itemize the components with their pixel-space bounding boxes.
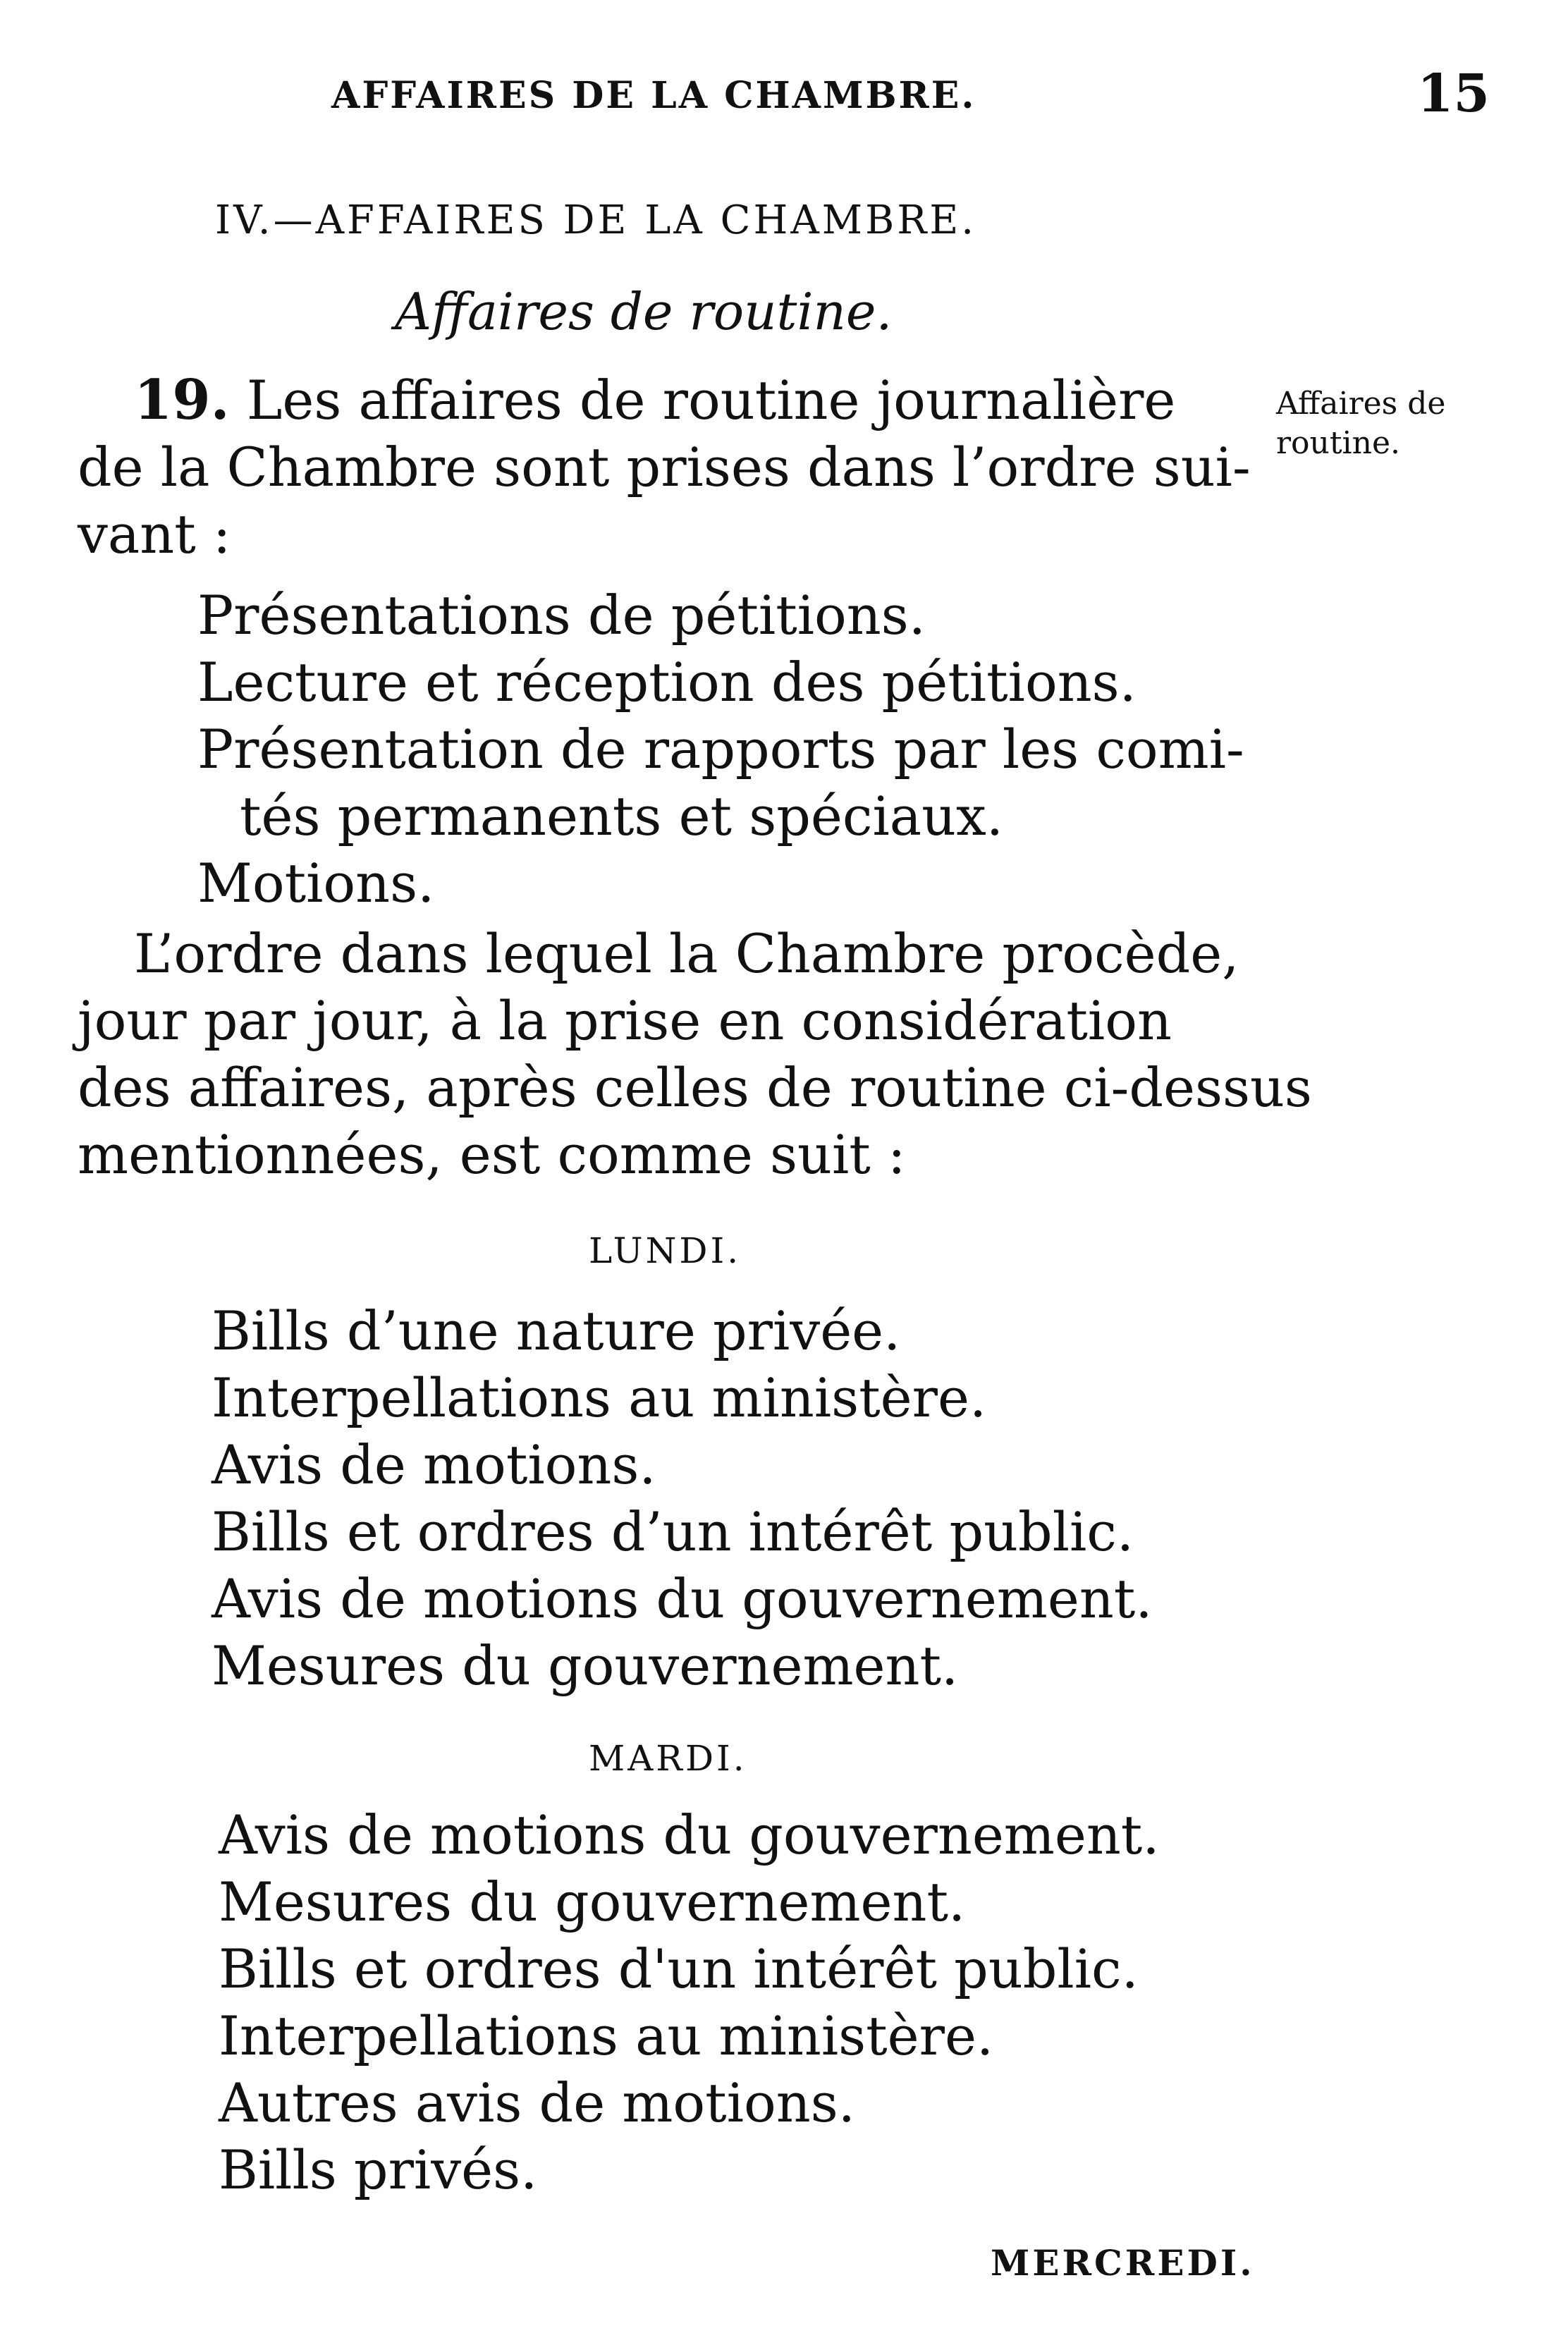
paragraph-line: mentionnées, est comme suit : (78, 1123, 906, 1186)
list-item: Avis de motions du gouvernement. (219, 1804, 1160, 1866)
paragraph-line: vant : (78, 503, 231, 565)
list-item: Présentations de pétitions. (197, 584, 926, 647)
list-item: Interpellations au ministère. (219, 2004, 994, 2067)
list-item: Motions. (197, 852, 435, 914)
list-item-text: Présentation de rapports par les comi- (197, 718, 1244, 780)
paragraph-text: Les affaires de routine journalière (246, 369, 1176, 431)
lundi-list (212, 1297, 1153, 1699)
day-heading-mardi: MARDI. (589, 1738, 747, 1779)
list-item: Lecture et réception des pétitions. (197, 651, 1137, 714)
day-heading-mercredi: MERCREDI. (991, 2242, 1255, 2284)
paragraph-line: de la Chambre sont prises dans l’ordre sui- (78, 436, 1251, 498)
routine-list (197, 582, 1244, 917)
paragraph-number: 19. (134, 368, 230, 432)
list-item: Avis de motions. (212, 1433, 656, 1496)
list-item: Bills et ordres d’un intérêt public. (212, 1500, 1134, 1563)
section-title: IV.—AFFAIRES DE LA CHAMBRE. (215, 197, 977, 243)
page-number: 15 (1417, 63, 1490, 124)
list-item: Bills privés. (219, 2138, 538, 2201)
list-item (197, 716, 1244, 850)
day-heading-lundi: LUNDI. (589, 1230, 742, 1271)
order-paragraph (78, 920, 1312, 1188)
list-item: Bills d’une nature privée. (212, 1299, 901, 1362)
running-head: AFFAIRES DE LA CHAMBRE. (331, 74, 976, 117)
paragraph-line: des affaires, après celles de routine ci-dessus (78, 1056, 1312, 1119)
list-item: Interpellations au ministère. (212, 1366, 987, 1429)
mardi-list (219, 1801, 1160, 2203)
paragraph-line (78, 367, 1276, 434)
list-item: Mesures du gouvernement. (212, 1634, 959, 1697)
list-item: Bills et ordres d'un intérêt public. (219, 1937, 1139, 2000)
margin-note: Affaires de routine. (1276, 386, 1446, 461)
list-item: Mesures du gouvernement. (219, 1870, 966, 1933)
list-item: Autres avis de motions. (219, 2071, 855, 2134)
list-item-continuation: tés permanents et spéciaux. (240, 785, 1004, 847)
paragraph-19 (78, 367, 1276, 568)
paragraph-line: jour par jour, à la prise en considération (78, 989, 1172, 1052)
subsection-title: Affaires de routine. (395, 282, 893, 341)
list-item: Avis de motions du gouvernement. (212, 1567, 1153, 1630)
paragraph-line: L’ordre dans lequel la Chambre procède, (134, 922, 1239, 985)
